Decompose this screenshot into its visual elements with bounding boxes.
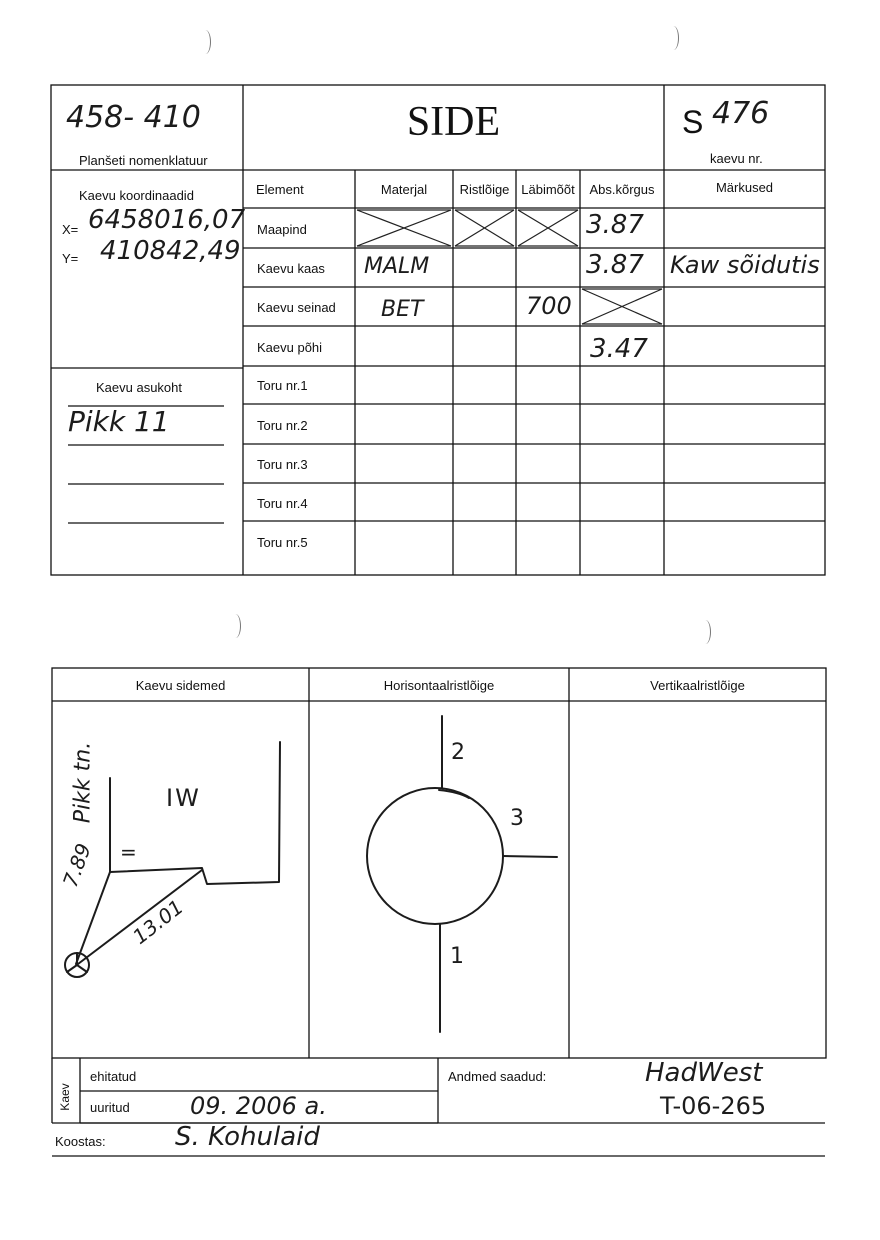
sketch-header-vertical: Vertikaalristlõige xyxy=(650,678,745,693)
row-label: Maapind xyxy=(257,222,307,237)
col-header-cross-section: Ristlõige xyxy=(459,182,510,197)
building-label: IW xyxy=(166,784,201,812)
cell-value: 3.47 xyxy=(590,334,648,364)
sketch-header-connections: Kaevu sidemed xyxy=(135,678,226,693)
y-coordinate-value: 410842,49 xyxy=(100,236,241,266)
pipe-3 xyxy=(503,856,557,857)
cell-value: 3.87 xyxy=(586,250,644,280)
row-label: Toru nr.2 xyxy=(257,418,308,433)
street-label: Pikk tn. xyxy=(70,741,96,824)
col-header-material: Materjal xyxy=(380,182,428,197)
equal-mark: = xyxy=(120,840,137,864)
data-received-value-1: HadWest xyxy=(645,1058,763,1088)
cell-value: Kaw sõidutis xyxy=(670,251,820,279)
data-received-value-2: T-06-265 xyxy=(660,1092,767,1120)
row-label: Toru nr.3 xyxy=(257,457,308,472)
sketch-header-horizontal: Horisontaalristlõige xyxy=(383,678,495,693)
author-label: Koostas: xyxy=(55,1134,106,1149)
col-header-abs-height: Abs.kõrgus xyxy=(589,182,655,197)
cross-mark xyxy=(455,210,514,246)
row-label: Kaevu seinad xyxy=(257,300,336,315)
surveyed-value: 09. 2006 a. xyxy=(190,1092,327,1120)
well-number-label: kaevu nr. xyxy=(710,151,763,166)
pipe-label-3: 3 xyxy=(510,806,524,831)
col-header-diameter: Läbimõõt xyxy=(521,182,575,197)
row-label: Toru nr.4 xyxy=(257,496,308,511)
row-label: Toru nr.5 xyxy=(257,535,308,550)
map-sheet-value: 458- 410 xyxy=(66,100,201,135)
cell-value: 3.87 xyxy=(586,210,644,240)
well-number-value: 476 xyxy=(712,96,770,131)
well-prefix: S xyxy=(682,104,704,140)
data-received-label: Andmed saadud: xyxy=(448,1069,547,1084)
cell-value: MALM xyxy=(364,254,430,279)
well-side-label: Kaev xyxy=(58,1083,72,1111)
author-value: S. Kohulaid xyxy=(175,1122,320,1152)
well-circle xyxy=(367,788,503,924)
pipe-label-2: 2 xyxy=(451,740,465,765)
punch-mark xyxy=(230,614,241,638)
row-label: Toru nr.1 xyxy=(257,378,308,393)
cell-value: BET xyxy=(381,297,424,322)
coords-label: Kaevu koordinaadid xyxy=(79,188,194,203)
cross-mark xyxy=(357,210,451,246)
col-header-remarks: Märkused xyxy=(715,180,774,195)
top-form-grid xyxy=(0,0,880,600)
map-sheet-label: Planšeti nomenklatuur xyxy=(79,153,208,168)
page-title: SIDE xyxy=(406,99,501,145)
pipe-label-1: 1 xyxy=(450,944,464,969)
x-label: X= xyxy=(62,222,79,237)
location-value: Pikk 11 xyxy=(68,405,170,438)
row-label: Kaevu põhi xyxy=(257,340,323,355)
row-label: Kaevu kaas xyxy=(257,261,325,276)
built-label: ehitatud xyxy=(90,1069,137,1084)
cross-mark xyxy=(582,289,662,324)
y-label: Y= xyxy=(62,251,79,266)
col-header-element: Element xyxy=(256,182,304,197)
horizontal-section-sketch xyxy=(309,702,569,1058)
distance-label-1: 7.89 xyxy=(58,840,96,891)
cross-mark xyxy=(518,210,578,246)
location-label: Kaevu asukoht xyxy=(96,380,183,395)
surveyed-label: uuritud xyxy=(90,1100,130,1115)
distance-label-2: 13.01 xyxy=(128,894,188,949)
cell-value: 700 xyxy=(526,292,572,320)
x-coordinate-value: 6458016,07 xyxy=(88,205,246,235)
